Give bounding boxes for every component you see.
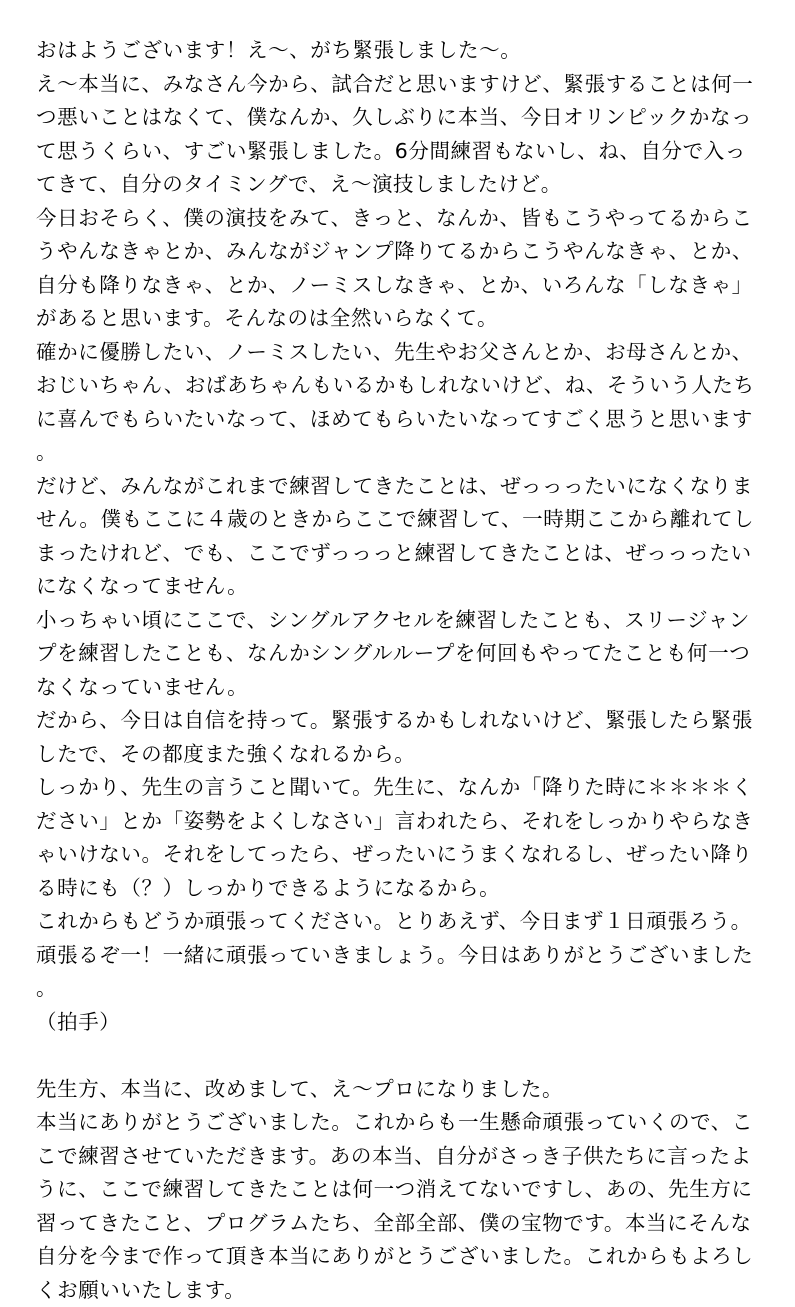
speech-to-children — [36, 34, 766, 1039]
paragraph-thanks: 本当にありがとうございました。これからも一生懸命頑張っていくので、ここで練習させていただきます。あの本当、自分がさっき子供たちに言ったように、ここで練習してきたことは何一つ消えてないですし、あの、先生方に習ってきたこと、プログラムたち、全部全部、僕の宝物です。本当にそんな自分を今まで作って頂き本当にありがとうございました。これからもよろしくお願いいたします。 — [36, 1106, 766, 1307]
paragraph-shinakya: 今日おそらく、僕の演技をみて、きっと、なんか、皆もこうやってるからこうやんなきゃとか、みんながジャンプ降りてるからこうやんなきゃ、とか、自分も降りなきゃ、とか、ノーミスしなきゃ、とか、いろんな「しなきゃ」があると思います。そんなのは全然いらなくて。 — [36, 202, 766, 336]
section-spacer — [36, 1039, 766, 1073]
paragraph-nervous: え〜本当に、みなさん今から、試合だと思いますけど、緊張することは何一つ悪いことはなくて、僕なんか、久しぶりに本当、今日オリンピックかなって思うくらい、すごい緊張しました。6分間練習もないし、ね、自分で入ってきて、自分のタイミングで、え〜演技しましたけど。 — [36, 68, 766, 202]
paragraph-applause: （拍手） — [36, 1006, 766, 1040]
paragraph-encouragement: これからもどうか頑張ってください。とりあえず、今日まず１日頑張ろう。頑張るぞ一！一緒に頑張っていきましょう。今日はありがとうございました。 — [36, 905, 766, 1006]
paragraph-confidence: だから、今日は自信を持って。緊張するかもしれないけど、緊張したら緊張したで、その都度また強くなれるから。 — [36, 704, 766, 771]
paragraph-practice-remains: だけど、みんながこれまで練習してきたことは、ぜっっったいになくなりません。僕もここに４歳のときからここで練習して、一時期ここから離れてしまったけれど、でも、ここでずっっっと練習してきたことは、ぜっっったいになくなってません。 — [36, 470, 766, 604]
paragraph-listen-to-coach: しっかり、先生の言うこと聞いて。先生に、なんか「降りた時に＊＊＊＊ください」とか「姿勢をよくしなさい」言われたら、それをしっかりやらなきゃいけない。それをしてったら、ぜったいにうまくなれるし、ぜったい降りる時にも（？）しっかりできるようになるから。 — [36, 771, 766, 905]
transcript-document — [36, 34, 766, 1307]
speech-to-coaches — [36, 1073, 766, 1307]
paragraph-turned-pro: 先生方、本当に、改めまして、え〜プロになりました。 — [36, 1073, 766, 1107]
paragraph-wish-to-win: 確かに優勝したい、ノーミスしたい、先生やお父さんとか、お母さんとか、おじいちゃん、おばあちゃんもいるかもしれないけど、ね、そういう人たちに喜んでもらいたいなって、ほめてもらいたいなってすごく思うと思います。 — [36, 336, 766, 470]
paragraph-childhood-practice: 小っちゃい頃にここで、シングルアクセルを練習したことも、スリージャンプを練習したことも、なんかシングルループを何回もやってたことも何一つなくなっていません。 — [36, 604, 766, 705]
paragraph-greeting: おはようございます！え〜、がち緊張しました〜。 — [36, 34, 766, 68]
